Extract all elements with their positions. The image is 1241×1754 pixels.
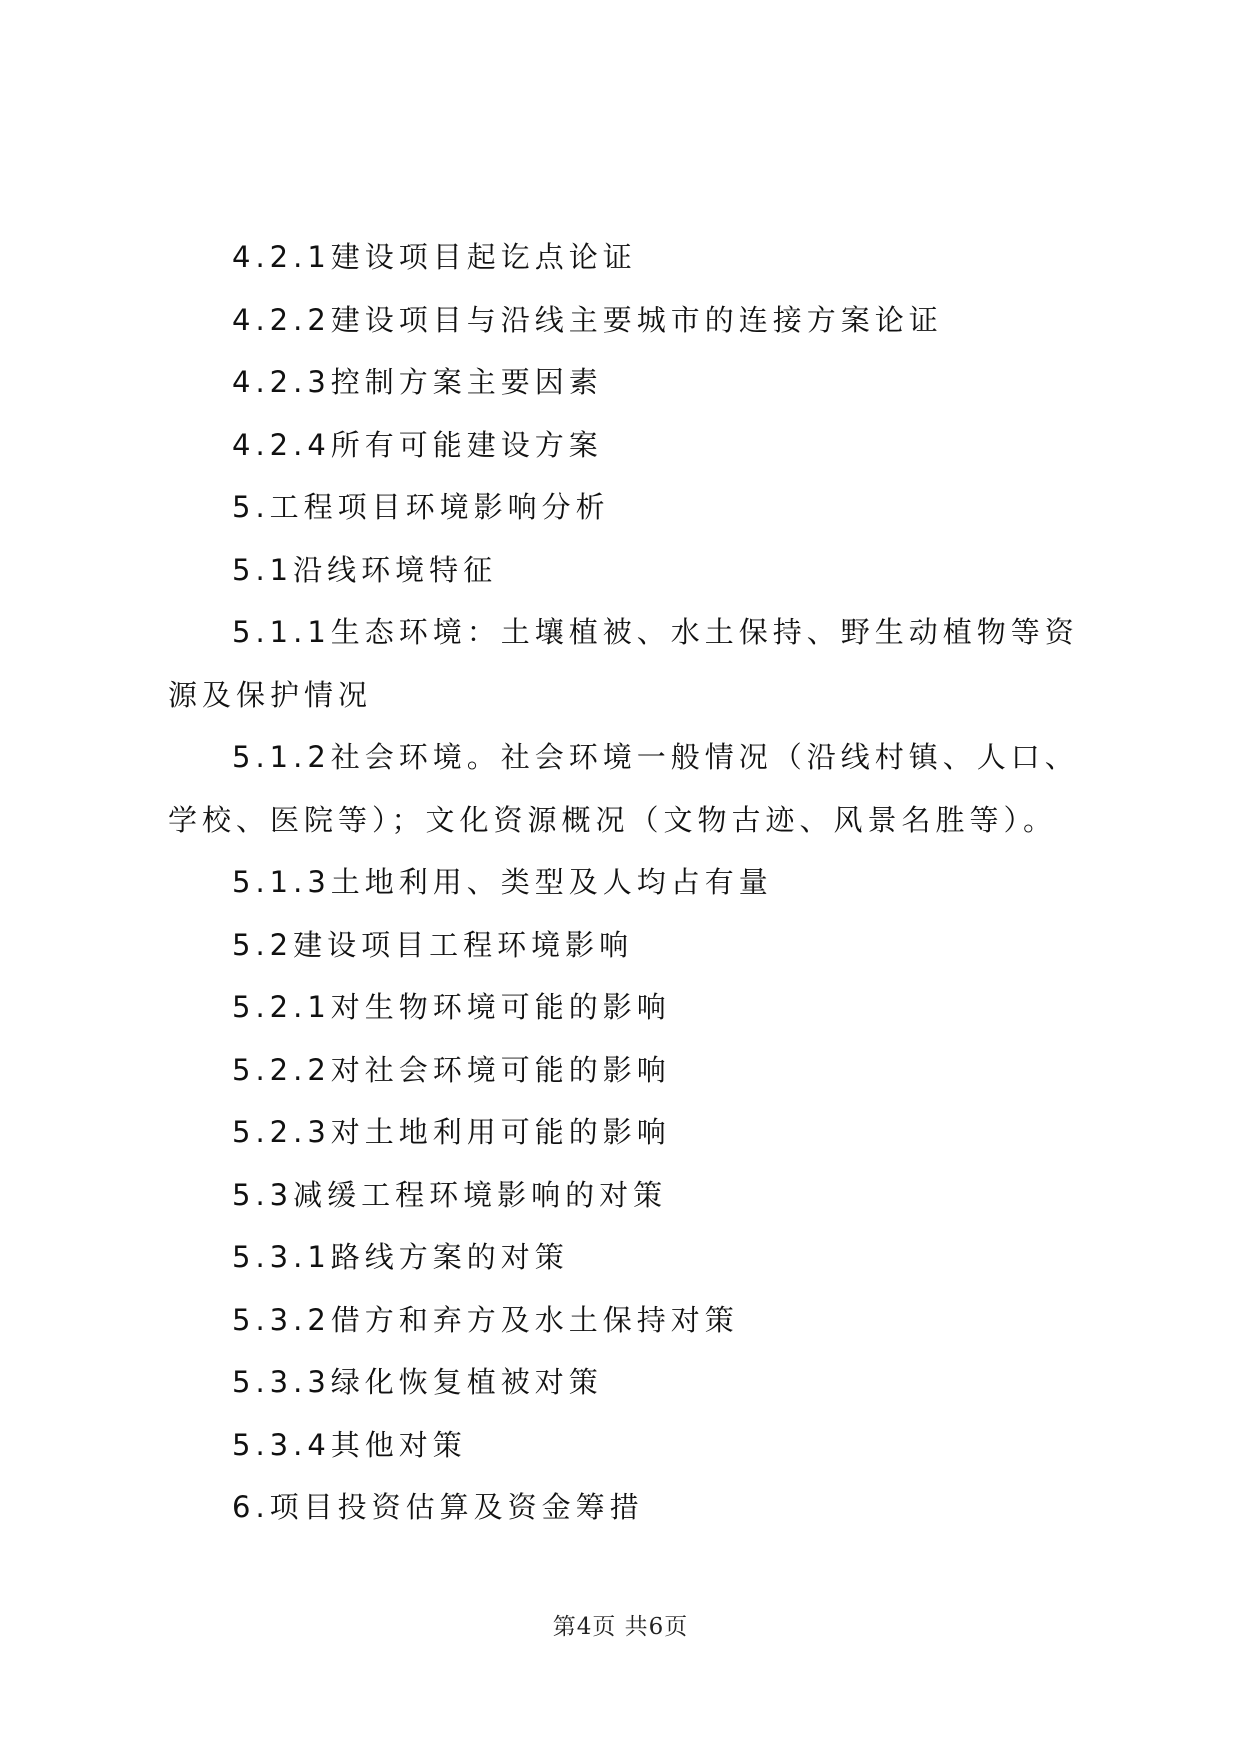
paragraph-5-2-1: 5.2.1对生物环境可能的影响 — [232, 990, 671, 1024]
paragraph-5-3-1: 5.3.1路线方案的对策 — [232, 1240, 569, 1274]
heading-5-2: 5.2建设项目工程环境影响 — [232, 927, 634, 962]
paragraph-5-3-4: 5.3.4其他对策 — [232, 1427, 467, 1462]
paragraph-4-2-1: 4.2.1建设项目起讫点论证 — [232, 240, 637, 274]
paragraph-4-2-3: 4.2.3控制方案主要因素 — [232, 365, 603, 399]
paragraph-5-2-3: 5.2.3对土地利用可能的影响 — [232, 1115, 671, 1149]
paragraph-4-2-4: 4.2.4所有可能建设方案 — [232, 427, 603, 462]
page-number-footer: 第4页 共6页 — [552, 1614, 689, 1640]
paragraph-5-3-3: 5.3.3绿化恢复植被对策 — [232, 1365, 603, 1399]
paragraph-5-1-3: 5.1.3土地利用、类型及人均占有量 — [232, 865, 773, 899]
heading-6: 6.项目投资估算及资金筹措 — [232, 1490, 644, 1524]
heading-5-3: 5.3减缓工程环境影响的对策 — [232, 1177, 668, 1212]
document-body — [168, 226, 1080, 1539]
heading-5-1: 5.1沿线环境特征 — [232, 552, 498, 587]
paragraph-5-1-1: 5.1.1生态环境：土壤植被、水土保持、野生动植物等资源及保护情况 — [168, 615, 1079, 712]
paragraph-5-2-2: 5.2.2对社会环境可能的影响 — [232, 1052, 671, 1087]
paragraph-5-1-2: 5.1.2社会环境。社会环境一般情况（沿线村镇、人口、学校、医院等）；文化资源概况（文物古迹、风景名胜等）。 — [168, 740, 1079, 837]
heading-5: 5.工程项目环境影响分析 — [232, 490, 610, 524]
paragraph-4-2-2: 4.2.2建设项目与沿线主要城市的连接方案论证 — [232, 302, 943, 337]
paragraph-5-3-2: 5.3.2借方和弃方及水土保持对策 — [232, 1302, 739, 1337]
